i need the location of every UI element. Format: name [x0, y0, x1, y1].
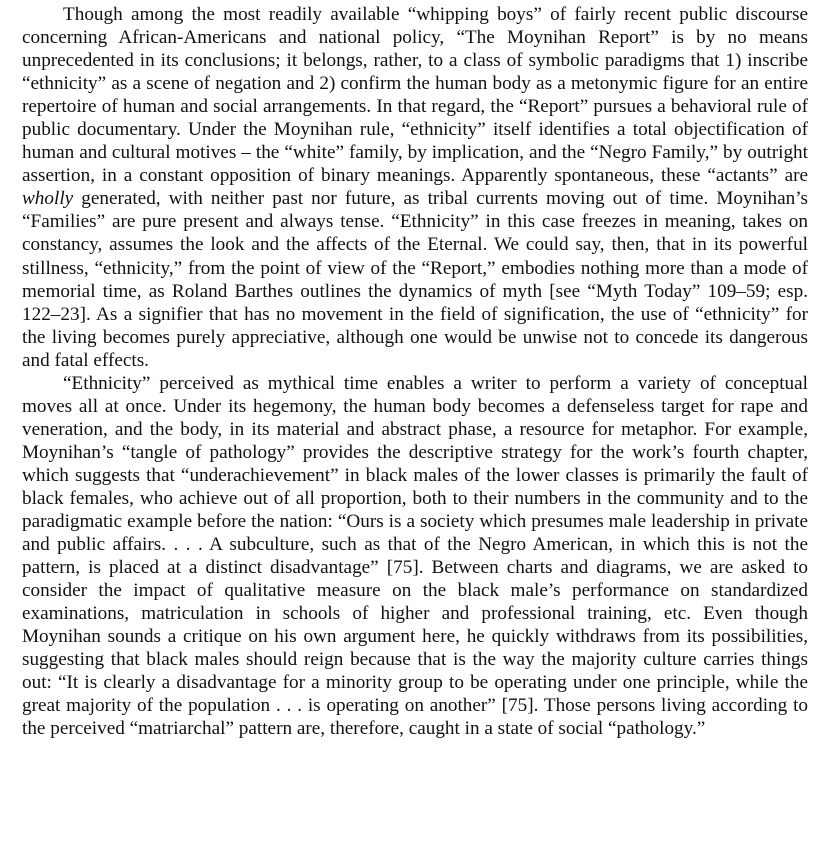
emphasis-text: wholly [22, 188, 74, 210]
paragraph-moynihan-report [22, 3, 808, 372]
paragraph-ethnicity-mythical-time [22, 372, 808, 741]
paragraph-text: Though among the most readily available “whipping boys” of fairly recent public discourse concerning African-Americans and national policy, “The Moynihan Report” is by no means unprecedented in its conclusions; it belongs, rather, to a class of symbolic paradigms that 1) inscribe “ethnicity” as a scene of negation and 2) confirm the human body as a metonymic figure for an entire repertoire of human and social arrangements. In that regard, the “Report” pursues a behavioral rule of public documentary. Under the Moynihan rule, “ethnicity” itself identifies a total objectification of human and cultural motives – the “white” family, by implication, and the “Negro Family,” by outright assertion, in a constant opposition of binary meanings. Apparently spontaneous, these “actants” are [22, 4, 808, 187]
paragraph-text: generated, with neither past nor future, as tribal currents moving out of time. Moynihan’s “Families” are pure present and always tense. “Ethnicity” in this case freezes in meaning, takes on constancy, assumes the look and the affects of the Eternal. We could say, then, that in its powerful stillness, “ethnicity,” from the point of view of the “Report,” embodies nothing more than a mode of memorial time, as Roland Barthes outlines the dynamics of myth [see “Myth Today” 109–59; esp. 122–23]. As a signifier that has no movement in the field of signification, the use of “ethnicity” for the living becomes purely appreciative, although one would be unwise not to concede its dangerous and fatal effects. [22, 188, 808, 371]
paragraph-text: “Ethnicity” perceived as mythical time enables a writer to perform a variety of conceptual moves all at once. Under its hegemony, the human body becomes a defenseless target for rape and veneration, and the body, in its material and abstract phase, a resource for metaphor. For example, Moynihan’s “tangle of pathology” provides the descriptive strategy for the work’s fourth chapter, which suggests that “underachievement” in black males of the lower classes is primarily the fault of black females, who achieve out of all proportion, both to their numbers in the community and to the paradigmatic example before the nation: “Ours is a society which presumes male leadership in private and public affairs. . . . A subculture, such as that of the Negro American, in which this is not the pattern, is placed at a distinct disadvantage” [75]. Between charts and diagrams, we are asked to consider the impact of qualitative measure on the black male’s performance on standardized examinations, matriculation in schools of higher and professional training, etc. Even though Moynihan sounds a critique on his own argument here, he quickly withdraws from its possibilities, suggesting that black males should reign because that is the way the majority culture carries things out: “It is clearly a disadvantage for a minority group to be operating under one principle, while the great majority of the population . . . is operating on another” [75]. Those persons living according to the perceived “matriarchal” pattern are, therefore, caught in a state of social “pathology.” [22, 372, 808, 740]
